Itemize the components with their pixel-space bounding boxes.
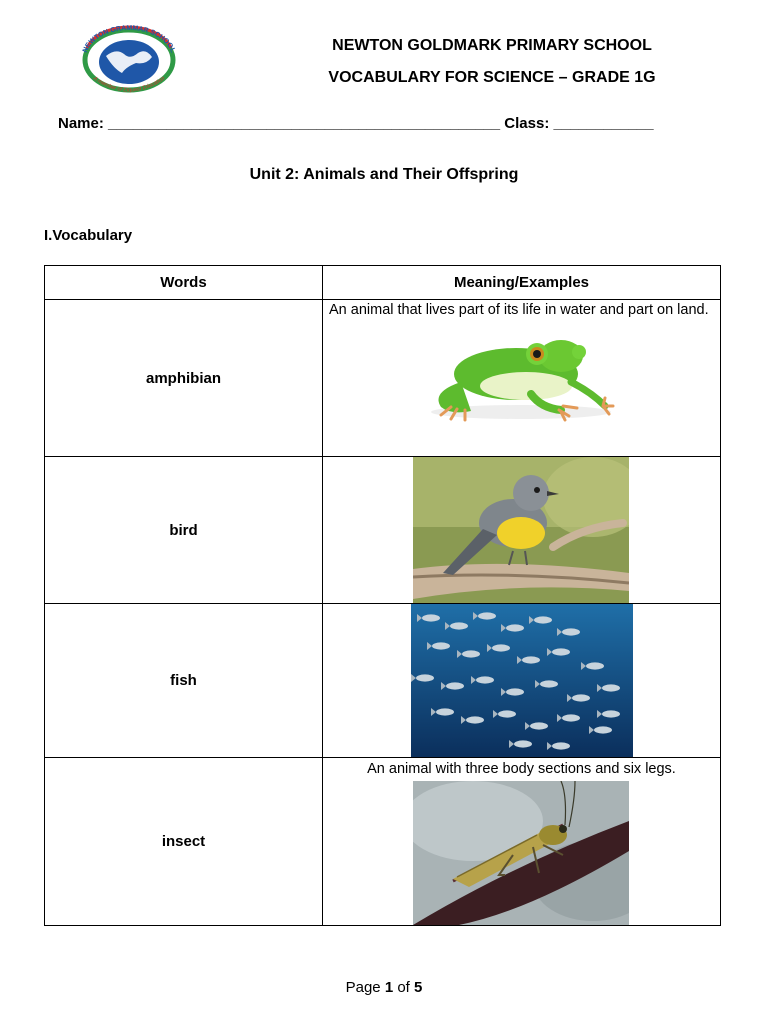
word-cell: fish [45, 604, 323, 758]
meaning-cell [323, 300, 721, 457]
worksheet-subtitle: VOCABULARY FOR SCIENCE – GRADE 1G [328, 69, 656, 86]
school-logo [72, 18, 186, 104]
table-row [45, 604, 721, 758]
meaning-cell [323, 758, 721, 926]
table-row [45, 457, 721, 604]
word-cell: insect [45, 758, 323, 926]
class-blank[interactable]: ____________ [553, 115, 654, 132]
word-cell: bird [45, 457, 323, 604]
grasshopper-photo [413, 781, 629, 925]
unit-title: Unit 2: Animals and Their Offspring [249, 166, 519, 183]
name-label: Name: [58, 115, 104, 132]
definition-text: An animal that lives part of its life in water and part on land. [329, 302, 709, 318]
section-heading: I.Vocabulary [44, 227, 133, 244]
definition-text: An animal with three body sections and six legs. [367, 761, 676, 777]
name-class-row [58, 115, 718, 132]
name-blank[interactable]: _______________________________________________ [108, 115, 501, 132]
bird-photo [413, 457, 629, 603]
current-page: 1 [384, 979, 394, 996]
school-name: NEWTON GOLDMARK PRIMARY SCHOOL [332, 37, 652, 54]
page-label: Page [345, 979, 381, 996]
table-header-row [45, 266, 721, 300]
meaning-cell [323, 457, 721, 604]
logo-motto: A member of Elquest Education [91, 75, 167, 94]
table-row [45, 300, 721, 457]
of-label: of [397, 979, 410, 996]
fish-school-photo [411, 604, 633, 757]
frog-photo [421, 322, 621, 422]
page-footer [0, 979, 768, 996]
meaning-cell [323, 604, 721, 758]
logo-arc-text: NEWTON GRAMMAR SCHOOL [81, 24, 177, 54]
header-words: Words [45, 266, 323, 300]
table-row [45, 758, 721, 926]
class-label: Class: [504, 115, 550, 132]
total-pages: 5 [414, 979, 423, 996]
header-meaning: Meaning/Examples [323, 266, 721, 300]
vocabulary-table [44, 265, 721, 926]
word-cell: amphibian [45, 300, 323, 457]
